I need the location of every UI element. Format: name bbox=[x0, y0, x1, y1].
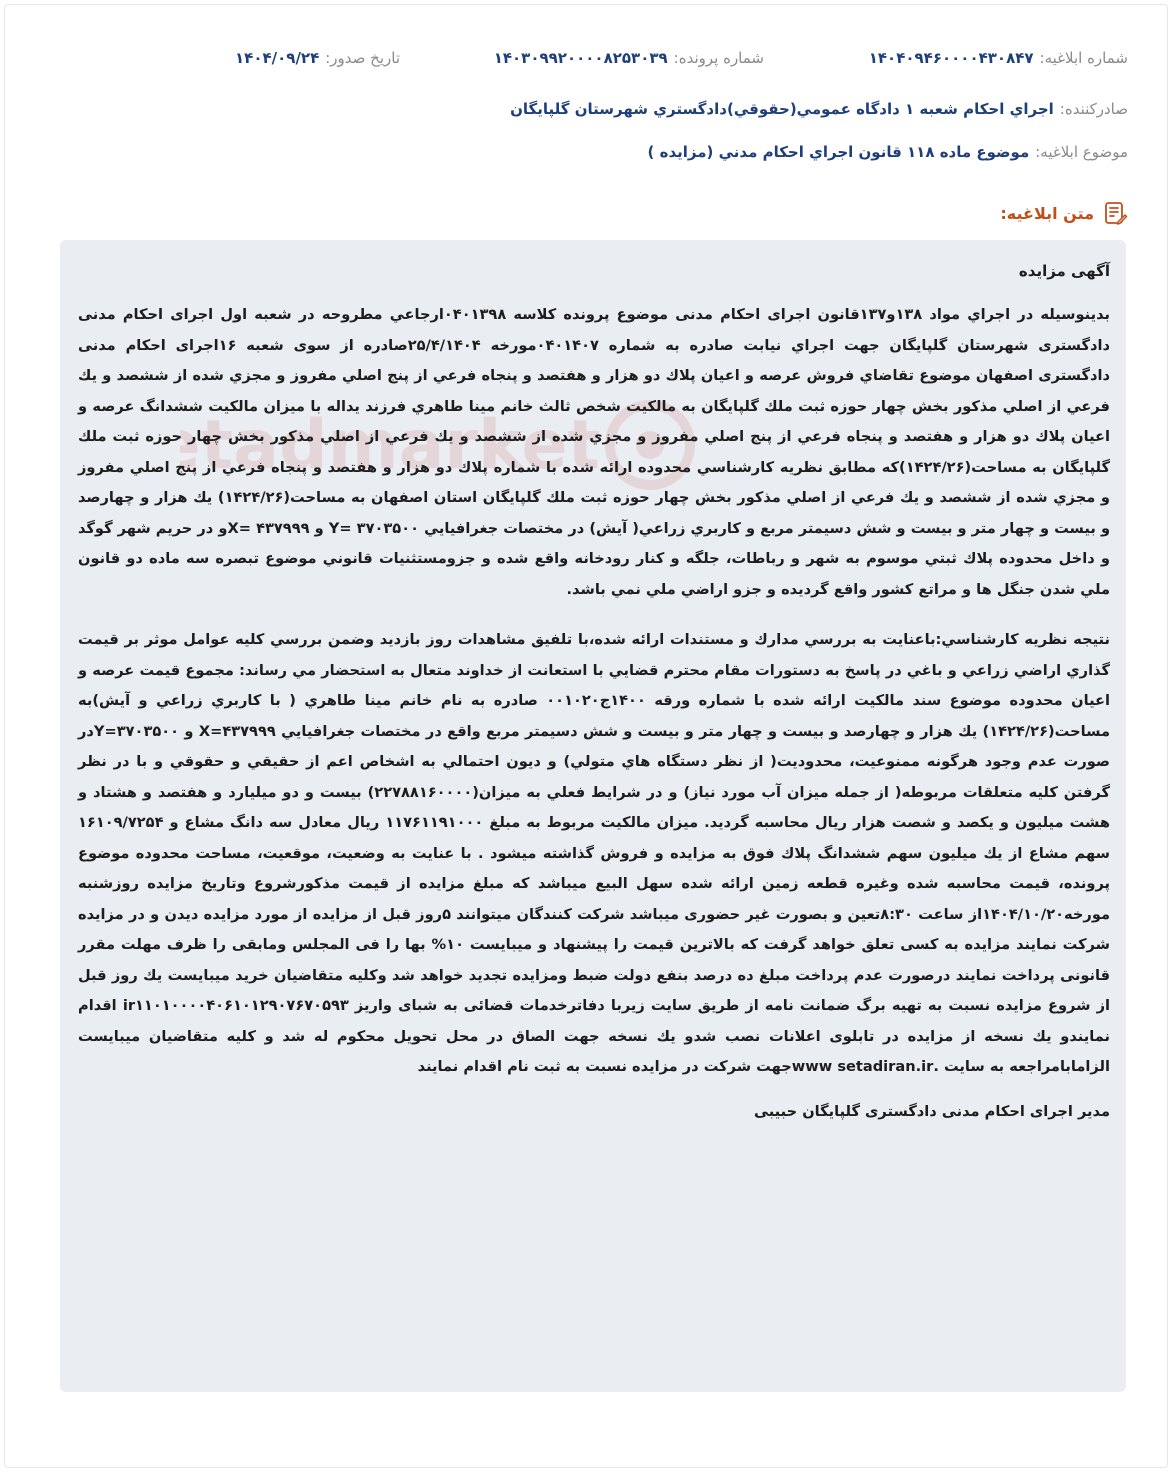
notice-document-icon bbox=[1102, 200, 1128, 226]
watermark-brand-text: tadmarket bbox=[200, 406, 600, 485]
notice-number-value: ۱۴۰۴۰۹۴۶۰۰۰۰۴۳۰۸۴۷ bbox=[868, 49, 1034, 67]
case-number-value: ۱۴۰۳۰۹۹۲۰۰۰۰۸۲۵۳۰۳۹ bbox=[493, 49, 668, 67]
notice-text-title bbox=[1000, 200, 1128, 226]
issuer-label: صادرکننده: bbox=[1059, 100, 1128, 118]
issue-date-label: تاریخ صدور: bbox=[325, 49, 400, 67]
notice-content-box bbox=[60, 240, 1126, 1392]
subject-value: موضوع ماده ۱۱۸ قانون اجراي احكام مدني (مزايده ) bbox=[647, 143, 1030, 161]
notice-paragraph-1: بدينوسيله در اجراي مواد ۱۳۸و۱۳۷قانون اجرای احکام مدنی موضوع پرونده کلاسه ۰۴۰۱۳۹۸ارجاعي مطروحه در شعبه اول اجرای احکام مدنی دادگستری شهرستان گلپایگان جهت اجراي نيابت صادره به شماره ۰۴۰۱۴۰۷مورخه ۲۵/۴/۱۴۰۴صادره از سوی شعبه ۱۶اجرای احکام مدنی دادگستری اصفهان موضوع تقاضاي فروش عرصه و اعيان پلاك دو هزار و هفتصد و پنجاه فرعي از پنج اصلي مفروز و مجزي شده از ششصد و يك فرعي از اصلي مذكور بخش چهار حوزه ثبت ملك گلپايگان به مالكيت شخص ثالث خانم مينا طاهري فرزند يداله با ميزان مالكيت ششدانگ عرصه و اعيان پلاك دو هزار و هفتصد و پنجاه فرعي از پنج اصلي مفروز و مجزي شده از ششصد و يك فرعي از اصلي مذكور بخش چهار حوزه ثبت ملك گلپايگان به مساحت(۱۴۲۴/۲۶)كه مطابق نظريه كارشناسي محدوده ارائه شده با شماره پلاك دو هزار و هفتصد و پنجاه فرعي از پنج اصلي مفروز و مجزي شده از ششصد و يك فرعي از اصلي مذكور بخش چهار حوزه ثبت ملك گلپايگان استان اصفهان به مساحت(۱۴۲۴/۲۶) يك هزار و چهارصد و بيست و چهار متر و بيست و شش دسيمتر مربع و كاربري زراعي( آيش) در مختصات جغرافيايي ۳۷۰۳۵۰۰ =Y و ۴۳۷۹۹۹ =Xو در حريم شهر گوگد و داخل محدوده پلاك ثبتي موسوم به شهر و رباطات، جلگه و كنار رودخانه واقع شده و جزومستثنيات قانوني موضوع تبصره سه ماده دو قانون ملي شدن جنگل ها و مراتع كشور واقع گرديده و جزو اراضي ملي نمي باشد. bbox=[78, 306, 1111, 598]
notice-content bbox=[78, 262, 1110, 1120]
issue-date bbox=[235, 49, 400, 67]
issue-date-value: ۱۴۰۴/۰۹/۲۴ bbox=[235, 49, 320, 67]
subject-label: موضوع ابلاغیه: bbox=[1035, 143, 1128, 161]
notice-number bbox=[869, 49, 1128, 67]
issuer-row bbox=[46, 100, 1128, 118]
notice-text-title-label: متن ابلاغیه: bbox=[1000, 203, 1094, 223]
issuer-value: اجراي احكام شعبه ۱ دادگاه عمومي(حقوقي)دادگستري شهرستان گلپايگان bbox=[510, 100, 1054, 118]
notice-number-label: شماره ابلاغیه: bbox=[1039, 49, 1128, 67]
case-number bbox=[494, 49, 764, 67]
notice-signature: مدير اجراى احكام مدنى دادگسترى گلپايگان حبيبى bbox=[753, 1102, 1110, 1120]
subject-row bbox=[46, 143, 1128, 161]
case-number-label: شماره پرونده: bbox=[673, 49, 764, 67]
notice-heading: آگهی مزایده bbox=[1018, 262, 1110, 280]
notice-paragraph-2: نتيجه نظريه كارشناسي:باعنايت به بررسي مدارك و مستندات ارائه شده،با تلفيق مشاهدات روز بازديد وضمن بررسي كليه عوامل موثر بر قيمت گذاري اراضي زراعي و باغي در پاسخ به دستورات مقام محترم قضايي با استعانت از خداوند متعال به استحضار مي رساند: مجموع قيمت عرصه و اعيان محدوده موضوع سند مالكيت ارائه شده با شماره ورقه ۱۴۰۰ج۰۰۱۰۲۰ صادره به نام خانم مينا طاهري ( با كاربري زراعي و آيش)به مساحت(۱۴۲۴/۲۶) يك هزار و چهارصد و بيست و چهار متر و بيست و شش دسيمتر مربع واقع در مختصات جغرافيايي X=۴۳۷۹۹۹ و ۳۷۰۳۵۰۰=Yدر صورت عدم وجود هرگونه ممنوعيت، محدوديت( از نظر دستگاه هاي متولي) و ديون احتمالي به اشخاص اعم از حقيقي و حقوقي و با در نظر گرفتن كليه متعلقات مربوطه( از جمله ميزان آب مورد نياز) و در شرايط فعلي به ميزان(۲۲۷۸۸۱۶۰۰۰۰) بيست و دو ميليارد و هفتصد و هشتاد و هشت ميليون و يكصد و شصت هزار ريال محاسبه گرديد. ميزان مالكيت مربوط به مبلغ ۱۱۷۶۱۱۹۱۰۰۰ ريال معادل سه دانگ مشاع و ۱۶۱۰۹/۷۲۵۴ سهم مشاع از يك ميليون سهم ششدانگ پلاك فوق به مزايده و فروش گذاشته ميشود . با عنايت به وضعيت، موقعيت، مساحت محدوده موضوع پرونده، قيمت محاسبه شده وغيره قطعه زمين ارائه شده سهل البيع ميباشد كه مبلغ مزايده از قيمت مذکورشروع وتاريخ مزايده روزشنبه مورخه۱۴۰۴/۱۰/۲۰از ساعت ۸:۳۰تعين و بصورت غير حضوری ميباشد شركت كنندگان ميتوانند ۵روز قبل از مزايده از مورد مزايده ديدن و در مزايده شركت نمايند مزايده به كسى تعلق خواهد گرفت كه بالاترين قيمت را پيشنهاد و ميبايست ۱۰% بها را فى المجلس ومابقى را ظرف مهلت مقرر قانونى پرداخت نمايند درصورت عدم پرداخت مبلغ ده درصد بنفع دولت ضبط ومزايده تجديد خواهد شد وكليه متقاضيان خريد ميبايست يك روز قبل از شروع مزايده نسبت به تهيه برگ ضمانت نامه از طريق سايت زيربا دفاترخدمات قضائى به شباى واريز ir۱۱۰۱۰۰۰۰۴۰۶۱۰۱۲۹۰۷۶۷۰۵۹۳ اقدام نمايندو يك نسخه از مزايده در تابلوى اعلانات نصب شدو يك نسخه جهت الصاق در محل تحويل محكوم له شد و كليه متقاضيان ميبايست الزامابامراجعه به سايت .www setadiran.irجهت شركت در مزايده نسبت به ثبت نام اقدام نمايند bbox=[78, 631, 1111, 1075]
